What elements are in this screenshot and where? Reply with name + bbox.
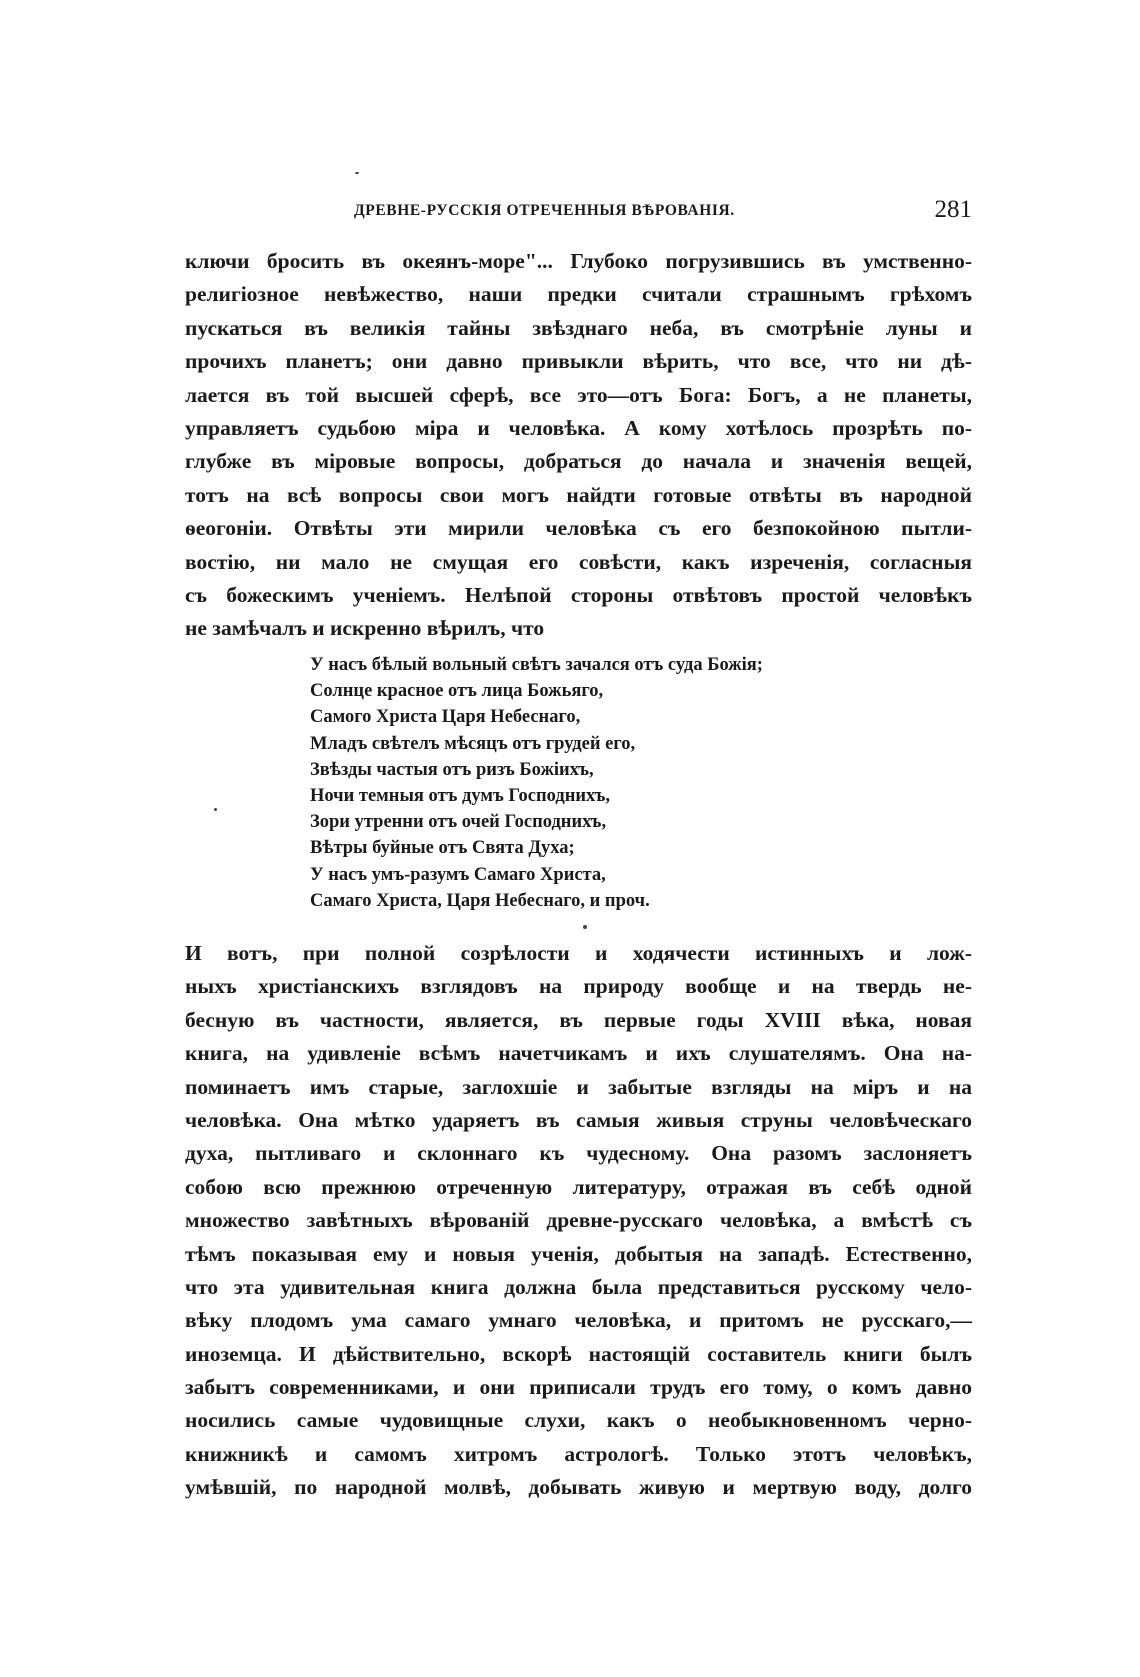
poem-line: У насъ умъ-разумъ Самаго Христа, xyxy=(310,864,606,885)
text-line: тѣмъ показывая ему и новыя ученія, добытыя на западѣ. Естественно, xyxy=(185,1241,972,1266)
text-line: бесную въ частности, является, въ первые годы XVIII вѣка, новая xyxy=(185,1007,972,1032)
text-line: множество завѣтныхъ вѣрованій древне-русскаго человѣка, а вмѣстѣ съ xyxy=(185,1208,972,1233)
text-line: не замѣчалъ и искренно вѣрилъ, что xyxy=(185,616,545,641)
poem-line: Солнце красное отъ лица Божьяго, xyxy=(310,681,604,702)
text-line: ѳеогоніи. Отвѣты эти мирили человѣка съ его безпокойною пытли- xyxy=(185,516,972,541)
text-line: пускаться въ великія тайны звѣзднаго неба, въ смотрѣніе луны и xyxy=(185,315,972,340)
poem-line: Зори утренни отъ очей Господнихъ, xyxy=(310,812,607,833)
text-line: духа, пытливаго и склоннаго къ чудесному. Она разомъ заслоняетъ xyxy=(185,1141,972,1166)
text-line: глубже въ міровые вопросы, добраться до начала и значенія вещей, xyxy=(185,449,972,474)
scan-speck xyxy=(583,925,587,929)
text-line: собою всю прежнюю отреченную литературу, отражая въ себѣ одной xyxy=(185,1174,972,1199)
page-header xyxy=(354,196,972,232)
text-line: съ божескимъ ученіемъ. Нелѣпой стороны отвѣтовъ простой человѣкъ xyxy=(185,582,972,607)
paragraph-2 xyxy=(185,937,972,1505)
poem-line: У насъ бѣлый вольный свѣтъ зачался отъ суда Божія; xyxy=(310,655,763,675)
text-line: иноземца. И дѣйствительно, вскорѣ настоящій составитель книги былъ xyxy=(185,1341,972,1366)
text-line: религіозное невѣжество, наши предки считали страшнымъ грѣхомъ xyxy=(185,282,972,307)
text-line: что эта удивительная книга должна была представиться русскому чело- xyxy=(185,1274,972,1299)
text-line: прочихъ планетъ; они давно привыкли вѣрить, что все, что ни дѣ- xyxy=(185,349,972,374)
poem-line: Вѣтры буйные отъ Свята Духа; xyxy=(310,838,575,859)
text-line: человѣка. Она мѣтко ударяетъ въ самыя живыя струны человѣческаго xyxy=(185,1107,972,1132)
text-line: книжникѣ и самомъ хитромъ астрологѣ. Только этотъ человѣкъ, xyxy=(185,1441,972,1466)
text-line: востію, ни мало не смущая его совѣсти, какъ изреченія, согласныя xyxy=(185,549,972,574)
poem-quotation xyxy=(310,652,763,914)
running-title: ДРЕВНЕ-РУССКІЯ ОТРЕЧЕННЫЯ ВѢРОВАНІЯ. xyxy=(354,202,735,219)
text-line: ключи бросить въ океянъ-море"... Глубоко погрузившись въ умственно- xyxy=(185,249,972,273)
poem-line: Младъ свѣтелъ мѣсяцъ отъ грудей его, xyxy=(310,733,636,754)
text-line: ныхъ христіанскихъ взглядовъ на природу вообще и на твердь не- xyxy=(185,974,972,999)
poem-line: Ночи темныя отъ думъ Господнихъ, xyxy=(310,786,611,807)
text-line: умѣвшій, по народной молвѣ, добывать живую и мертвую воду, долго xyxy=(185,1475,972,1500)
text-line: И вотъ, при полной созрѣлости и ходячести истинныхъ и лож- xyxy=(185,941,972,965)
scan-speck xyxy=(214,808,217,811)
paragraph-1 xyxy=(185,245,972,646)
poem-line: Звѣзды частыя отъ ризъ Божіихъ, xyxy=(310,759,594,780)
scan-speck xyxy=(355,172,359,174)
text-line: книга, на удивленіе всѣмъ начетчикамъ и ихъ слушателямъ. Она на- xyxy=(185,1041,972,1066)
text-line: вѣку плодомъ ума самаго умнаго человѣка, и притомъ не русскаго,— xyxy=(185,1308,972,1333)
poem-line: Самого Христа Царя Небеснаго, xyxy=(310,707,581,728)
text-line: носились самые чудовищные слухи, какъ о необыкновенномъ черно- xyxy=(185,1408,972,1433)
text-line: поминаетъ имъ старые, заглохшіе и забытые взгляды на міръ и на xyxy=(185,1074,972,1099)
text-line: лается въ той высшей сферѣ, все это—отъ Бога: Богъ, а не планеты, xyxy=(185,382,972,407)
text-line: управляетъ судьбою міра и человѣка. А кому хотѣлось прозрѣть по- xyxy=(185,415,972,440)
page-number: 281 xyxy=(934,196,972,223)
text-line: тотъ на всѣ вопросы свои могъ найдти готовые отвѣты въ народной xyxy=(185,482,972,507)
poem-line: Самаго Христа, Царя Небеснаго, и проч. xyxy=(310,890,650,911)
text-line: забытъ современниками, и они приписали трудъ его тому, о комъ давно xyxy=(185,1375,972,1400)
